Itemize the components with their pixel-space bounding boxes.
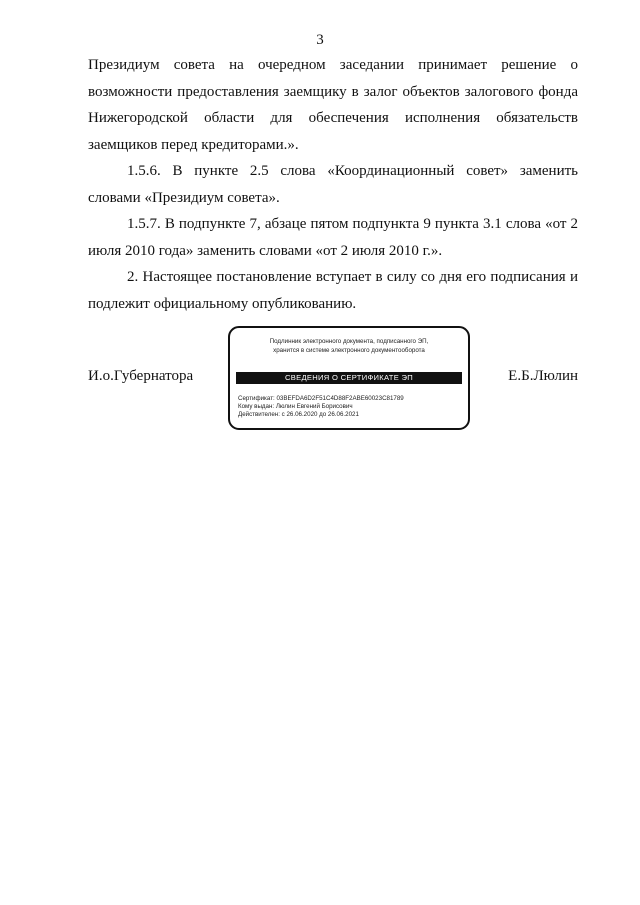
stamp-validity-period: Действителен: с 26.06.2020 до 26.06.2021	[238, 411, 359, 418]
paragraph-1-5-6: 1.5.6. В пункте 2.5 слова «Координационный совет» заменить словами «Президиум совета».	[88, 163, 578, 206]
page-number: 3	[316, 32, 324, 48]
stamp-issued-to: Кому выдан: Люлин Евгений Борисович	[238, 403, 353, 410]
electronic-signature-stamp	[228, 326, 470, 430]
stamp-header	[238, 337, 460, 355]
paragraph-presidium-decision: Президиум совета на очередном заседании принимает решение о возможности предоставления заемщику в залог объектов залогового фонда Нижегородской области для обеспечения исполнения обязательств заемщиков перед кредиторами.».	[88, 57, 578, 153]
document-body	[88, 52, 578, 317]
paragraph-1-5-7: 1.5.7. В подпункте 7, абзаце пятом подпункта 9 пункта 3.1 слова «от 2 июля 2010 года» заменить словами «от 2 июля 2010 г.».	[88, 216, 578, 259]
stamp-certificate-title-bar: СВЕДЕНИЯ О СЕРТИФИКАТЕ ЭП	[236, 372, 462, 384]
signature-block	[88, 326, 578, 430]
stamp-header-line: хранится в системе электронного документооборота	[273, 347, 425, 354]
paragraph-2-entry-into-force: 2. Настоящее постановление вступает в силу со дня его подписания и подлежит официальному опубликованию.	[88, 269, 578, 312]
stamp-header-line: Подлинник электронного документа, подписанного ЭП,	[269, 338, 429, 345]
signer-title: И.о.Губернатора	[88, 368, 194, 384]
signer-name: Е.Б.Люлин	[508, 368, 578, 384]
stamp-certificate-details	[238, 395, 404, 419]
stamp-certificate-number: Сертификат: 03BEFDA6D2F51C4D88F2ABE60023C81789	[238, 395, 404, 402]
